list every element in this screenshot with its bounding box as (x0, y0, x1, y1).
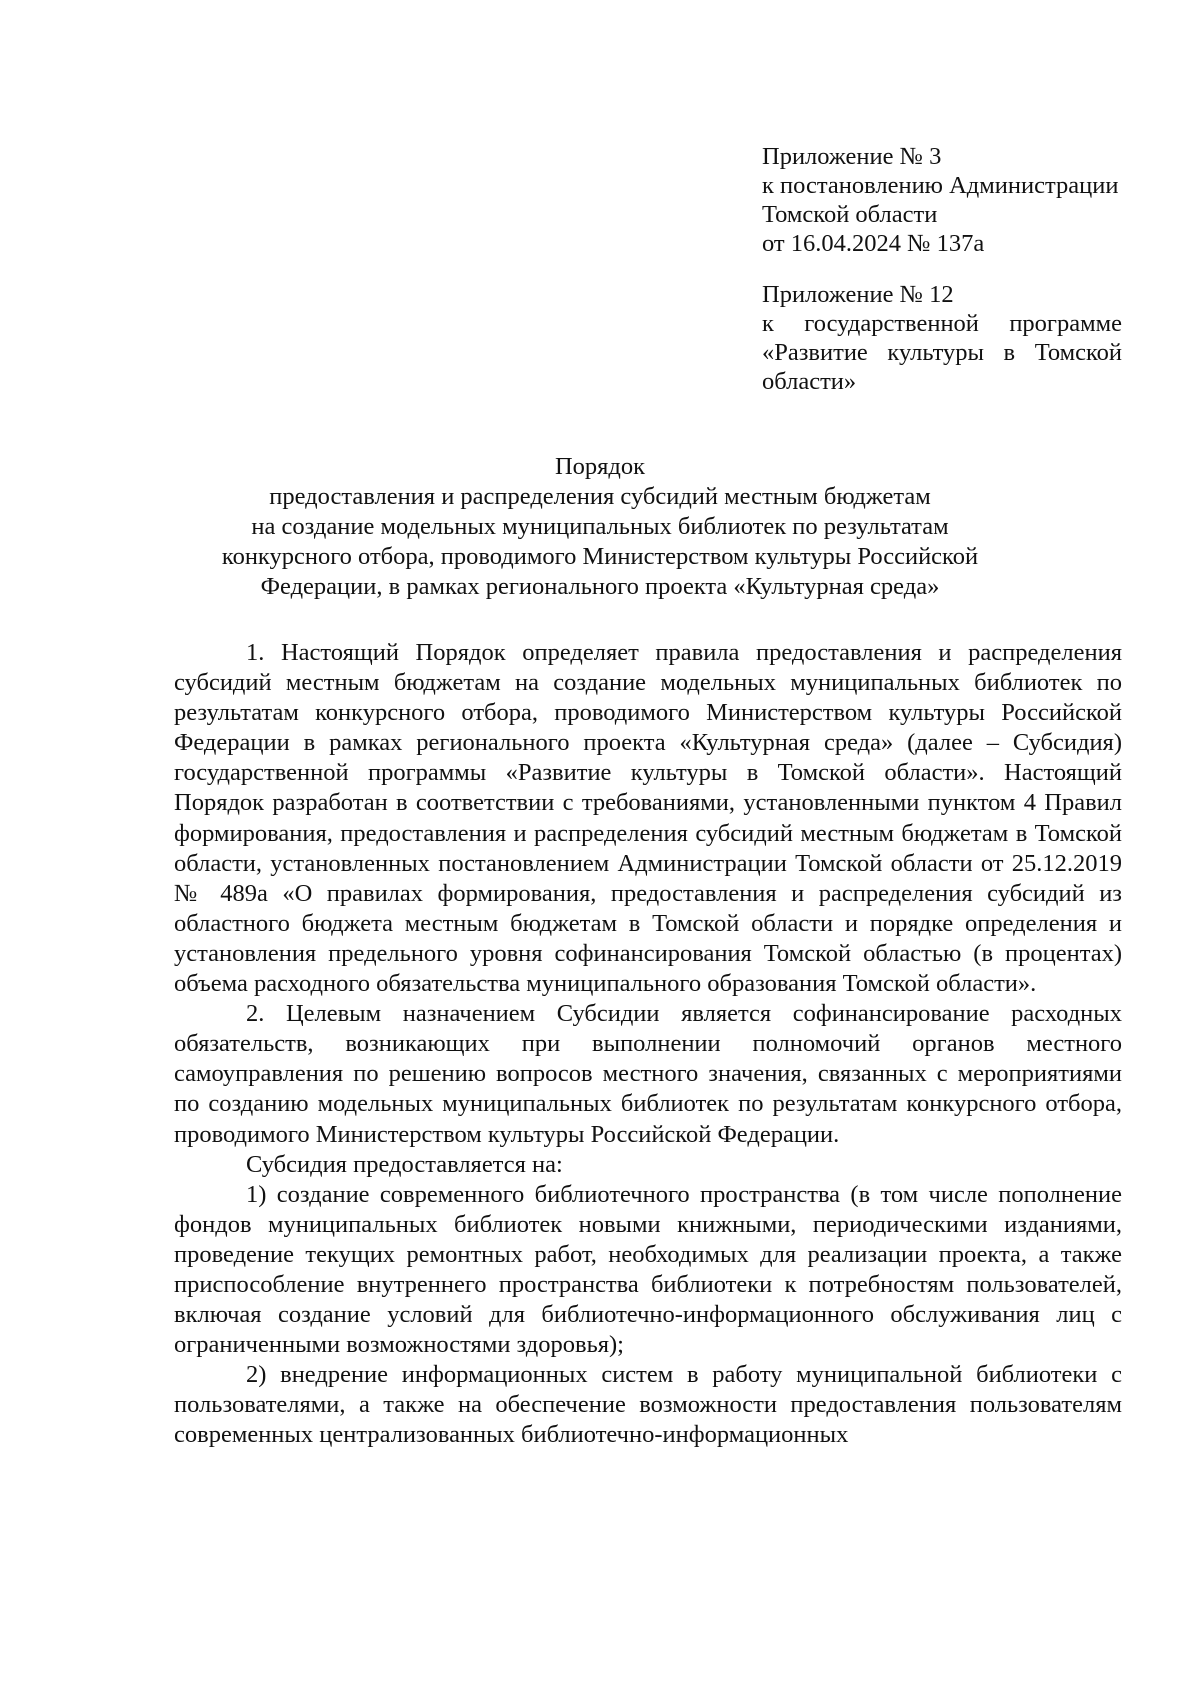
title-line-2: на создание модельных муниципальных библиотек по результатам (251, 513, 949, 540)
title-heading: Порядок (554, 453, 646, 480)
paragraph-1: 1. Настоящий Порядок определяет правила предоставления и распределения субсидий местным бюджетам на создание модельных муниципальных библиотек по результатам конкурсного отбора, проводимого Министерством культуры Российской Федерации в рамках регионального проекта «Культурная среда» (далее – Субсидия) государственной программы «Развитие культуры в Томской области». Настоящий Порядок разработан в соответствии с требованиями, установленными пунктом 4 Правил формирования, предоставления и распределения субсидий местным бюджетам в Томской области, установленных постановлением Администрации Томской области от 25.12.2019 № 489а «О правилах формирования, предоставления и распределения субсидий из областного бюджета местным бюджетам в Томской области и порядке определения и установления предельного уровня софинансирования Томской областью (в процентах) объема расходного обязательства муниципального образования Томской области». (174, 639, 1122, 998)
title-line-1: предоставления и распределения субсидий местным бюджетам (269, 483, 931, 510)
program-appendix-number: Приложение № 12 (762, 281, 954, 308)
title-line-3: конкурсного отбора, проводимого Министерством культуры Российской (221, 543, 979, 570)
program-name-line: «Развитие культуры в Томской (762, 339, 1122, 366)
document-body (174, 638, 1122, 1451)
appendix-number: Приложение № 3 (762, 143, 942, 170)
program-name-end: области» (762, 368, 857, 395)
paragraph-2: 2. Целевым назначением Субсидии является софинансирование расходных обязательств, возникающих при выполнении полномочий органов местного самоуправления по решению вопросов местного значения, связанных с мероприятиями по созданию модельных муниципальных библиотек по результатам конкурсного отбора, проводимого Министерством культуры Российской Федерации. (174, 1000, 1122, 1148)
list-item-2: 2) внедрение информационных систем в работу муниципальной библиотеки с пользователями, а также на обеспечение возможности предоставления пользователям современных централизованных библиотечно-информационных (174, 1361, 1122, 1449)
appendix-program-block (762, 280, 1122, 396)
appendix-date-number: от 16.04.2024 № 137а (762, 230, 985, 257)
title-line-4: Федерации, в рамках регионального проекта «Культурная среда» (260, 573, 940, 600)
appendix-resolution-block (762, 142, 1122, 258)
document-title (150, 452, 1050, 602)
appendix-resolution-ref: к постановлению Администрации (762, 172, 1119, 199)
paragraph-subsidy-intro: Субсидия предоставляется на: (246, 1150, 563, 1178)
program-ref-line: к государственной программе (762, 310, 1122, 337)
list-item-1: 1) создание современного библиотечного пространства (в том числе пополнение фондов муниципальных библиотек новыми книжными, периодическими изданиями, проведение текущих ремонтных работ, необходимых для реализации проекта, а также приспособление внутреннего пространства библиотеки к потребностям пользователей, включая создание условий для библиотечно-информационного обслуживания лиц с ограниченными возможностями здоровья); (174, 1180, 1122, 1359)
appendix-region: Томской области (762, 201, 938, 228)
